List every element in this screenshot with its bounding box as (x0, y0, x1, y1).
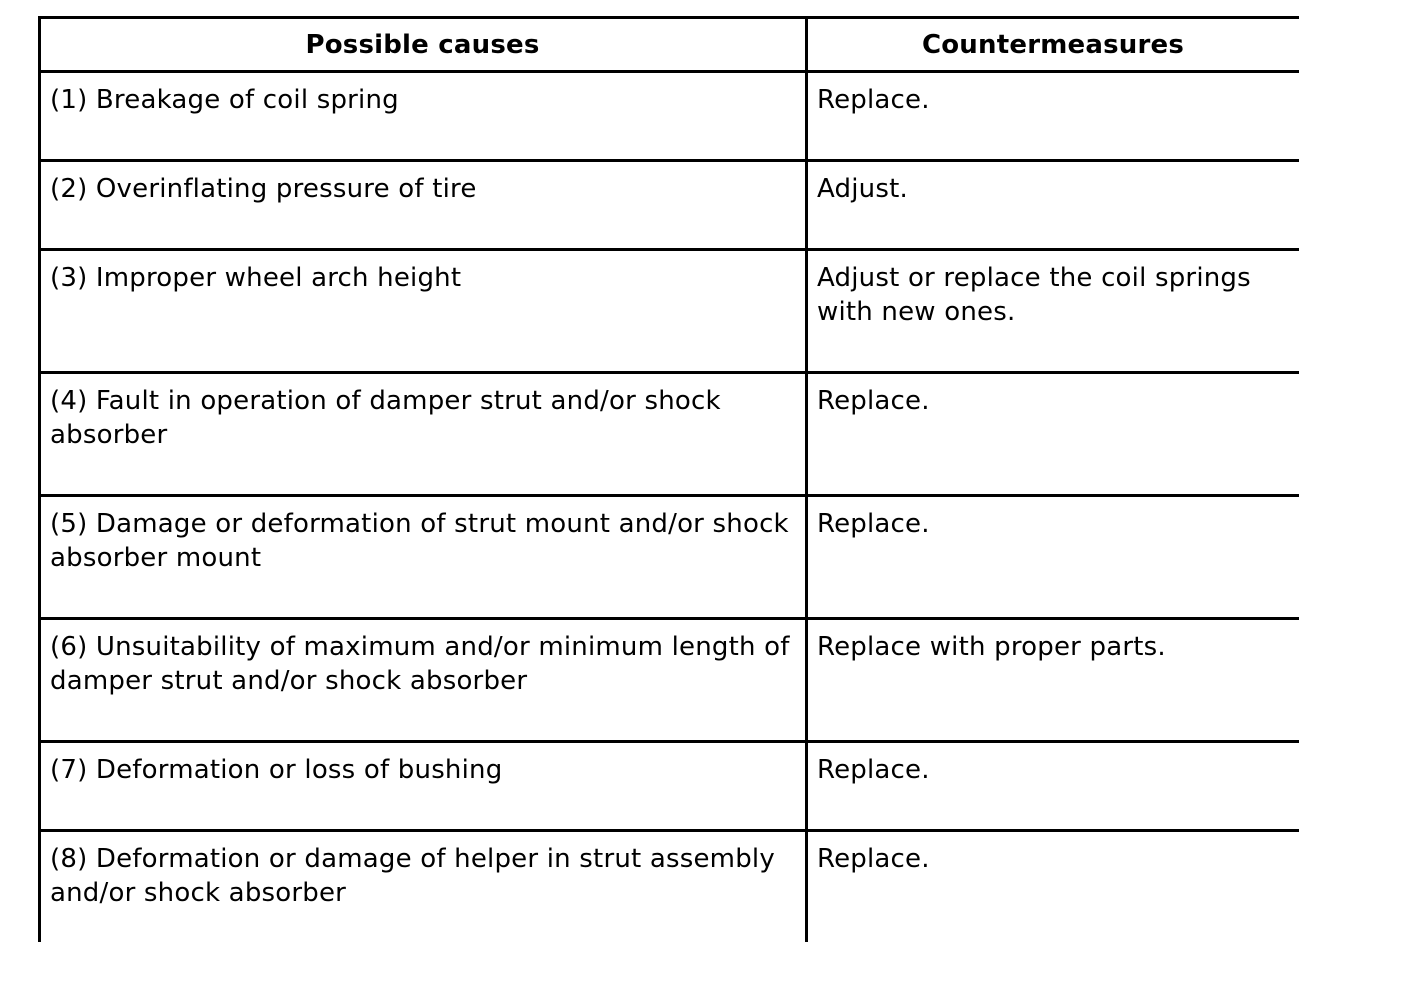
header-possible-causes: Possible causes (40, 18, 807, 72)
table-row (40, 373, 1300, 496)
countermeasure-cell: Replace. (807, 742, 1300, 831)
table-header-row (40, 18, 1300, 72)
troubleshooting-table-container (38, 16, 1299, 942)
cause-cell: (6) Unsuitability of maximum and/or minimum length of damper strut and/or shock absorber (40, 619, 807, 742)
cause-cell: (7) Deformation or loss of bushing (40, 742, 807, 831)
countermeasure-cell: Replace. (807, 831, 1300, 943)
countermeasure-cell: Replace. (807, 496, 1300, 619)
table-row (40, 72, 1300, 161)
cause-cell: (1) Breakage of coil spring (40, 72, 807, 161)
cause-cell: (4) Fault in operation of damper strut and/or shock absorber (40, 373, 807, 496)
cause-cell: (8) Deformation or damage of helper in strut assembly and/or shock absorber (40, 831, 807, 943)
countermeasure-cell: Replace. (807, 72, 1300, 161)
countermeasure-cell: Replace with proper parts. (807, 619, 1300, 742)
countermeasure-cell: Replace. (807, 373, 1300, 496)
header-countermeasures: Countermeasures (807, 18, 1300, 72)
table-row (40, 619, 1300, 742)
troubleshooting-table (38, 16, 1299, 942)
table-row (40, 831, 1300, 943)
table-row (40, 496, 1300, 619)
cause-cell: (3) Improper wheel arch height (40, 250, 807, 373)
cause-cell: (2) Overinflating pressure of tire (40, 161, 807, 250)
table-row (40, 161, 1300, 250)
countermeasure-cell: Adjust. (807, 161, 1300, 250)
cause-cell: (5) Damage or deformation of strut mount and/or shock absorber mount (40, 496, 807, 619)
table-row (40, 742, 1300, 831)
countermeasure-cell: Adjust or replace the coil springs with new ones. (807, 250, 1300, 373)
table-row (40, 250, 1300, 373)
